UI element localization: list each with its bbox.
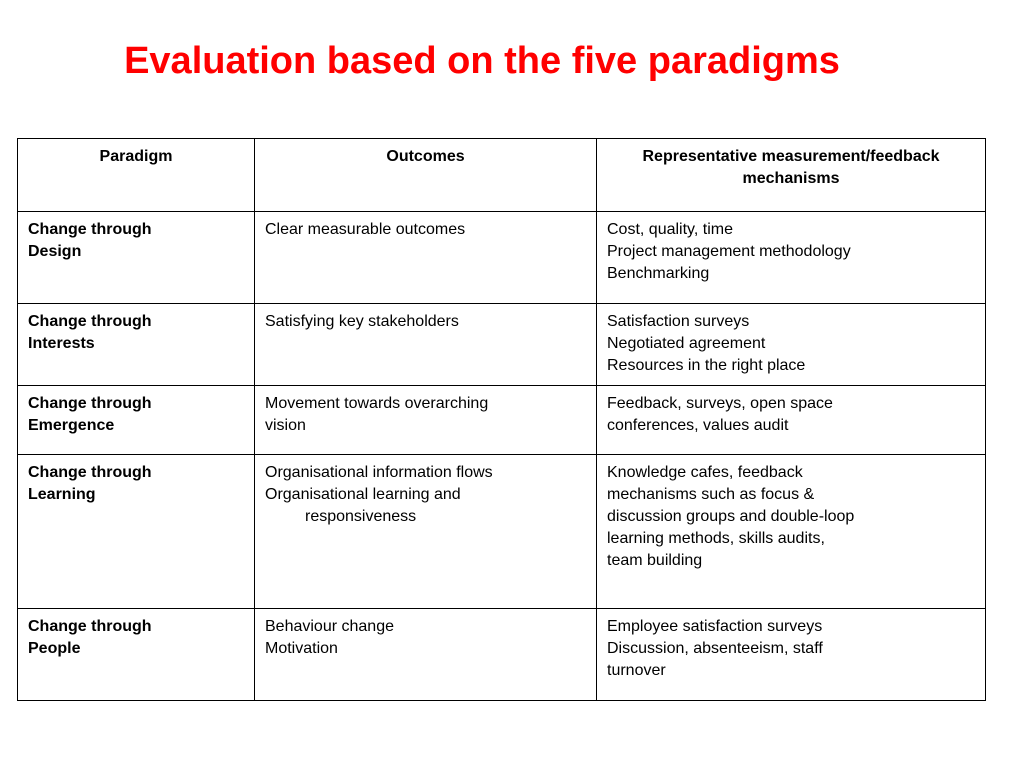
cell-line: Emergence <box>28 417 115 434</box>
outcomes-cell <box>255 609 597 701</box>
table-row <box>18 212 986 304</box>
cell-line: Negotiated agreement <box>607 335 766 352</box>
cell-line: discussion groups and double-loop <box>607 508 855 525</box>
paradigm-cell <box>18 386 255 455</box>
paradigm-cell <box>18 212 255 304</box>
cell-line: Satisfying key stakeholders <box>265 313 459 330</box>
measurement-cell <box>597 304 986 386</box>
cell-line: Change through <box>28 221 152 238</box>
cell-line: Movement towards overarching <box>265 395 489 412</box>
cell-line: Motivation <box>265 640 338 657</box>
cell-line: Discussion, absenteeism, staff <box>607 640 823 657</box>
cell-line: learning methods, skills audits, <box>607 530 825 547</box>
measurement-cell <box>597 609 986 701</box>
cell-line: responsiveness <box>305 508 417 525</box>
header-measurement-line: Representative measurement/feedback <box>642 148 940 165</box>
cell-line: Clear measurable outcomes <box>265 221 466 238</box>
outcomes-cell <box>255 455 597 609</box>
cell-line: Organisational learning and <box>265 486 461 503</box>
cell-line: Interests <box>28 335 95 352</box>
cell-line: Feedback, surveys, open space <box>607 395 833 412</box>
cell-line: vision <box>265 417 306 434</box>
table-header-row <box>18 139 986 212</box>
cell-line: conferences, values audit <box>607 417 789 434</box>
header-paradigm: Paradigm <box>18 139 255 212</box>
cell-line: People <box>28 640 81 657</box>
paradigm-cell <box>18 455 255 609</box>
cell-line: Knowledge cafes, feedback <box>607 464 803 481</box>
measurement-cell <box>597 386 986 455</box>
header-measurement <box>597 139 986 212</box>
cell-line: Learning <box>28 486 96 503</box>
cell-line: Change through <box>28 618 152 635</box>
paradigm-cell <box>18 304 255 386</box>
table-row <box>18 386 986 455</box>
cell-line: Satisfaction surveys <box>607 313 750 330</box>
outcomes-cell <box>255 386 597 455</box>
slide-title: Evaluation based on the five paradigms <box>124 40 840 82</box>
evaluation-table <box>17 138 986 701</box>
cell-line: Design <box>28 243 82 260</box>
cell-line: Change through <box>28 395 152 412</box>
outcomes-cell <box>255 212 597 304</box>
measurement-cell <box>597 455 986 609</box>
cell-line: Benchmarking <box>607 265 710 282</box>
measurement-cell <box>597 212 986 304</box>
cell-line: team building <box>607 552 703 569</box>
table-row <box>18 304 986 386</box>
header-measurement-line: mechanisms <box>742 170 840 187</box>
cell-line: Change through <box>28 464 152 481</box>
header-outcomes: Outcomes <box>255 139 597 212</box>
cell-line: turnover <box>607 662 666 679</box>
cell-line: Employee satisfaction surveys <box>607 618 823 635</box>
cell-line: Behaviour change <box>265 618 394 635</box>
cell-line: Resources in the right place <box>607 357 806 374</box>
cell-line: Change through <box>28 313 152 330</box>
paradigm-cell <box>18 609 255 701</box>
outcomes-cell <box>255 304 597 386</box>
table-row <box>18 455 986 609</box>
cell-line: Cost, quality, time <box>607 221 733 238</box>
cell-line: mechanisms such as focus & <box>607 486 815 503</box>
cell-line: Project management methodology <box>607 243 851 260</box>
cell-line: Organisational information flows <box>265 464 493 481</box>
table-row <box>18 609 986 701</box>
